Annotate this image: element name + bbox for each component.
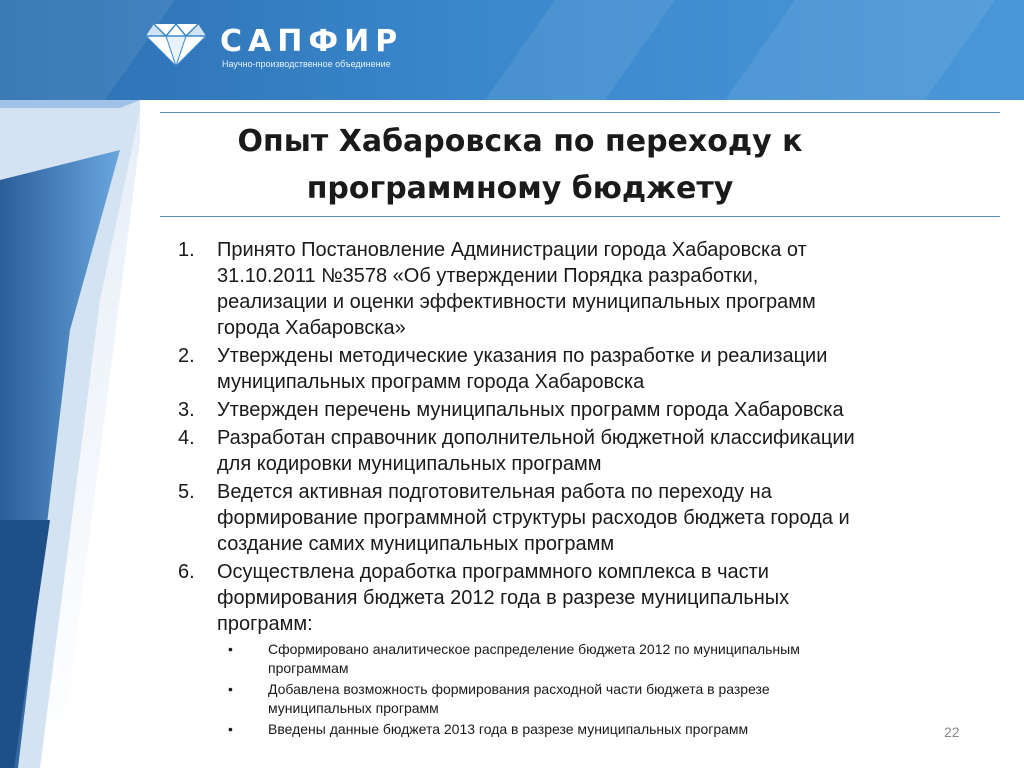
list-item-line: программ: <box>217 613 313 635</box>
list-number: 5. <box>178 481 195 503</box>
bullet-item <box>178 680 968 717</box>
list-item <box>178 397 968 423</box>
company-logo <box>146 18 446 70</box>
list-number: 3. <box>178 399 195 421</box>
bullet-icon: • <box>228 641 233 657</box>
bullet-line: муниципальных программ <box>268 699 439 716</box>
list-item <box>178 343 968 395</box>
bullet-icon: • <box>228 721 233 737</box>
list-item <box>178 237 968 341</box>
list-item-line: города Хабаровска» <box>217 317 406 339</box>
diamond-icon <box>146 20 206 66</box>
bullet-item <box>178 720 968 739</box>
list-item-line: Ведется активная подготовительная работа по переходу на <box>217 481 772 503</box>
list-item-line: Утвержден перечень муниципальных программ города Хабаровска <box>217 399 844 421</box>
list-number: 6. <box>178 561 195 583</box>
brand-subtitle: Научно-производственное объединение <box>222 59 391 69</box>
bullet-line: Введены данные бюджета 2013 года в разрезе муниципальных программ <box>268 721 749 737</box>
list-item-line: Принято Постановление Администрации города Хабаровска от <box>217 239 807 261</box>
list-item-line: формирование программной структуры расходов бюджета города и <box>217 507 850 529</box>
list-item <box>178 479 968 557</box>
page-number: 22 <box>944 724 960 740</box>
list-item-line: создание самих муниципальных программ <box>217 533 615 555</box>
list-item-line: для кодировки муниципальных программ <box>217 453 602 475</box>
list-item <box>178 425 968 477</box>
list-item-line: 31.10.2011 №3578 «Об утверждении Порядка разработки, <box>217 265 759 287</box>
left-decoration <box>0 0 140 768</box>
bullet-line: Сформировано аналитическое распределение бюджета 2012 по муниципальным <box>268 641 800 657</box>
list-item <box>178 559 968 637</box>
title-line-2: программному бюджету <box>306 171 734 206</box>
list-item-line: Осуществлена доработка программного комплекса в части <box>217 561 769 583</box>
list-item-line: реализации и оценки эффективности муниципальных программ <box>217 291 816 313</box>
title-line-1: Опыт Хабаровска по переходу к <box>237 124 803 159</box>
numbered-list <box>178 237 968 739</box>
brand-name: САПФИР <box>220 24 404 59</box>
title-bottom-rule <box>160 216 1000 217</box>
list-number: 2. <box>178 345 195 367</box>
list-number: 1. <box>178 239 195 261</box>
list-item-line: формирования бюджета 2012 года в разрезе муниципальных <box>217 587 790 609</box>
bullet-item <box>178 640 968 677</box>
bullet-line: программам <box>268 659 349 676</box>
bullet-line: Добавлена возможность формирования расходной части бюджета в разрезе <box>268 681 770 697</box>
list-item-line: муниципальных программ города Хабаровска <box>217 371 645 393</box>
list-number: 4. <box>178 427 195 449</box>
slide-title <box>160 118 880 212</box>
list-item-line: Разработан справочник дополнительной бюджетной классификации <box>217 427 855 449</box>
title-top-rule <box>160 112 1000 113</box>
list-item-line: Утверждены методические указания по разработке и реализации <box>217 345 828 367</box>
bullet-icon: • <box>228 681 233 697</box>
